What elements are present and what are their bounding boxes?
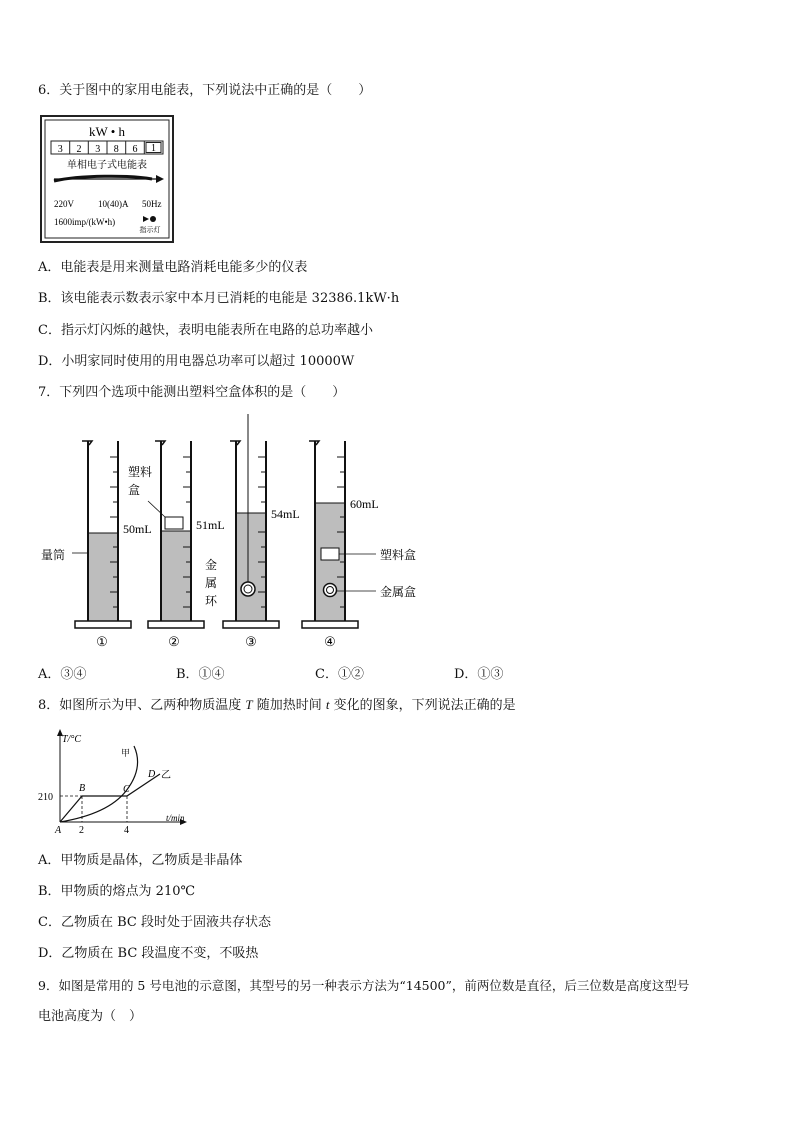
q6-option-b: B．该电能表示数表示家中本月已消耗的电能是 32386.1kW·h bbox=[38, 291, 400, 306]
q8-option-c: C．乙物质在 BC 段时处于固液共存状态 bbox=[38, 915, 271, 930]
temperature-graph bbox=[36, 726, 196, 836]
q7-stem: 7．下列四个选项中能测出塑料空盒体积的是（ ） bbox=[38, 385, 346, 400]
indicator-label: 指示灯 bbox=[139, 226, 161, 234]
option-number-1: ① bbox=[96, 634, 108, 649]
q8-option-b: B．甲物质的熔点为 210℃ bbox=[38, 884, 196, 899]
y-axis-label: T/°C bbox=[62, 734, 82, 745]
cylinder-3 bbox=[223, 414, 279, 628]
meter-constant: 1600imp/(kW•h) bbox=[54, 217, 116, 227]
option-number-2: ② bbox=[168, 634, 180, 649]
q8-option-a: A．甲物质是晶体，乙物质是非晶体 bbox=[38, 853, 243, 868]
option-number-4: ④ bbox=[324, 634, 336, 649]
meter-unit: kW • h bbox=[88, 124, 126, 139]
q6-option-c: C．指示灯闪烁的越快，表明电能表所在电路的总功率越小 bbox=[38, 323, 373, 338]
q8-stem-T: T bbox=[245, 697, 253, 712]
meter-frequency: 50Hz bbox=[142, 199, 162, 209]
q6-option-d: D．小明家同时使用的用电器总功率可以超过 10000W bbox=[38, 354, 355, 369]
x-tick-4: 4 bbox=[124, 825, 129, 836]
meter-digit: 2 bbox=[76, 144, 82, 155]
point-C: C bbox=[123, 784, 130, 795]
metal-box-label: 金属盒 bbox=[380, 585, 417, 599]
graduated-cylinders-figure bbox=[36, 412, 456, 654]
meter-name: 单相电子式电能表 bbox=[67, 160, 147, 171]
volume-2: 51mL bbox=[196, 518, 225, 532]
meter-digit: 8 bbox=[113, 144, 119, 155]
q7-option-c: C．①② bbox=[315, 667, 364, 682]
label-yi: 乙 bbox=[161, 770, 171, 781]
label-jia: 甲 bbox=[121, 748, 131, 758]
box-label-1: 塑料 bbox=[128, 465, 153, 479]
meter-digit: 3 bbox=[95, 144, 101, 155]
y-tick-210: 210 bbox=[38, 792, 53, 803]
ring-label-1: 金 bbox=[205, 558, 218, 572]
ring-label-3: 环 bbox=[205, 594, 218, 608]
q8-option-d: D．乙物质在 BC 段温度不变，不吸热 bbox=[38, 946, 259, 961]
cylinder-label: 量筒 bbox=[41, 548, 66, 562]
cylinder-2 bbox=[148, 441, 204, 628]
metal-box-icon bbox=[324, 584, 337, 597]
q8-stem bbox=[38, 696, 516, 715]
volume-1: 50mL bbox=[123, 522, 152, 536]
q9-stem-line-1: 9．如图是常用的 5 号电池的示意图，其型号的另一种表示方法为“14500”，前两位数是直径，后三位数是高度这型号 bbox=[38, 978, 690, 993]
point-B: B bbox=[79, 783, 86, 794]
q7-option-b: B．①④ bbox=[176, 667, 225, 682]
x-axis-label: t/min bbox=[166, 813, 185, 823]
q6-stem: 6．关于图中的家用电能表，下列说法中正确的是（ ） bbox=[38, 83, 372, 98]
point-D: D bbox=[148, 769, 156, 780]
metal-ring-icon bbox=[241, 582, 255, 596]
ring-label-2: 属 bbox=[205, 576, 218, 590]
q8-stem-a: 8．如图所示为甲、乙两种物质温度 bbox=[38, 698, 246, 713]
q7-option-d: D．①③ bbox=[454, 667, 504, 682]
meter-voltage: 220V bbox=[54, 199, 74, 209]
q8-stem-t: t bbox=[325, 697, 330, 712]
q8-stem-c: 变化的图象，下列说法正确的是 bbox=[329, 698, 516, 713]
box-label-2: 盒 bbox=[128, 483, 141, 497]
q9-stem-line-2: 电池高度为（ ） bbox=[38, 1009, 143, 1024]
q8-stem-b: 随加热时间 bbox=[252, 698, 326, 713]
plastic-box-label: 塑料盒 bbox=[380, 548, 417, 562]
meter-current: 10(40)A bbox=[98, 199, 129, 209]
q7-option-a: A．③④ bbox=[38, 667, 87, 682]
volume-4: 60mL bbox=[350, 497, 379, 511]
x-tick-2: 2 bbox=[79, 825, 84, 836]
q6-option-a: A．电能表是用来测量电路消耗电能多少的仪表 bbox=[38, 260, 308, 275]
electric-meter-figure bbox=[40, 115, 174, 243]
point-A: A bbox=[55, 825, 62, 836]
meter-digit: 3 bbox=[57, 144, 63, 155]
cylinder-4 bbox=[302, 441, 376, 628]
curve-yi bbox=[60, 774, 160, 822]
meter-digit: 6 bbox=[132, 144, 138, 155]
volume-3: 54mL bbox=[271, 507, 300, 521]
meter-digit: 1 bbox=[151, 143, 156, 154]
option-number-3: ③ bbox=[245, 634, 257, 649]
